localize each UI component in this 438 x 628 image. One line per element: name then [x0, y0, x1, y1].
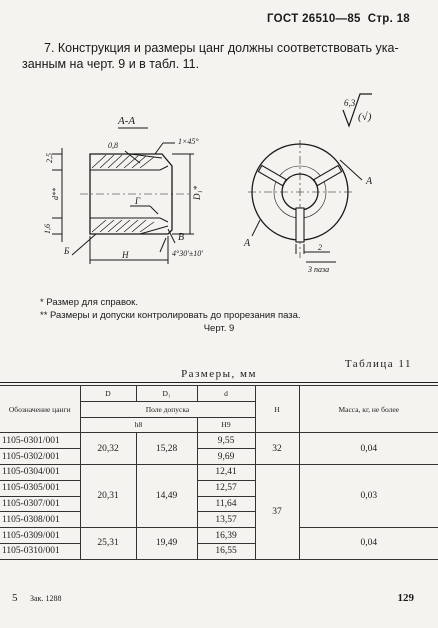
- table-row: [0, 464, 438, 480]
- slot-bottom: [296, 208, 304, 242]
- dim-2-5: 2,5: [45, 153, 54, 163]
- cell-code: 1105-0305/001: [0, 480, 80, 496]
- slot-left: [258, 166, 286, 186]
- slot-width: 2: [318, 243, 322, 252]
- drawing-9: [0, 88, 438, 288]
- cell-H: 37: [255, 464, 299, 559]
- cell-mass: 0,04: [299, 433, 438, 465]
- header-tolerance: Поле допуска: [80, 401, 255, 417]
- cell-code: 1105-0301/001: [0, 433, 80, 449]
- chamfer-dim: 1×45°: [178, 137, 199, 146]
- table-row: [0, 528, 438, 544]
- cell-code: 1105-0302/001: [0, 449, 80, 465]
- label-V: В: [178, 232, 185, 243]
- section-hatching: [92, 155, 154, 232]
- drawing-caption: Черт. 9: [203, 323, 235, 334]
- cell-code: 1105-0304/001: [0, 464, 80, 480]
- header-d: d: [197, 386, 255, 402]
- dim-H: H: [122, 250, 129, 260]
- cell-d: 16,39: [197, 528, 255, 544]
- dim-0-8: 0,8: [108, 141, 118, 150]
- cell-D1: 19,49: [136, 528, 197, 560]
- dimensions-table: [0, 385, 438, 560]
- cell-d: 12,41: [197, 464, 255, 480]
- cell-code: 1105-0309/001: [0, 528, 80, 544]
- dim-d: d**: [51, 188, 60, 200]
- cell-code: 1105-0310/001: [0, 543, 80, 559]
- header-mass: Масса, кг, не более: [299, 386, 438, 433]
- cell-D1: 15,28: [136, 433, 197, 465]
- cell-D: 20,31: [80, 464, 136, 527]
- header-D1: D₁: [136, 386, 197, 402]
- paragraph-line-1: 7. Конструкция и размеры цанг должны соответствовать ука-: [44, 41, 399, 55]
- table-caption: Таблица 11: [344, 358, 412, 370]
- slot-count: 3 паза: [308, 265, 330, 274]
- table-title: Размеры, мм: [181, 368, 257, 380]
- note-2: ** Размеры и допуски контролировать до прорезания паза.: [40, 310, 301, 321]
- footer-mark: 5: [12, 592, 18, 604]
- cell-d: 13,57: [197, 512, 255, 528]
- header-designation: Обозначение цанги: [0, 386, 80, 433]
- roughness-value: 6,3: [344, 98, 356, 108]
- page-label: Стр. 18: [367, 13, 410, 25]
- cell-D: 20,32: [80, 433, 136, 465]
- label-B-side: Б: [64, 246, 70, 256]
- roughness-paren: (√): [358, 111, 372, 123]
- header-H: H: [255, 386, 299, 433]
- dim-D1: D₁*: [192, 185, 202, 200]
- cell-d: 12,57: [197, 480, 255, 496]
- cell-H: 32: [255, 433, 299, 465]
- section-label: А-А: [118, 115, 136, 127]
- cell-D1: 14,49: [136, 464, 197, 527]
- label-G: Г: [135, 196, 141, 206]
- cell-d: 11,64: [197, 496, 255, 512]
- header-h8: h8: [80, 417, 197, 433]
- cell-d: 16,55: [197, 543, 255, 559]
- note-1: * Размер для справок.: [40, 297, 138, 308]
- page-number: 129: [397, 592, 414, 604]
- cell-code: 1105-0307/001: [0, 496, 80, 512]
- cell-mass: 0,03: [299, 464, 438, 527]
- cell-code: 1105-0308/001: [0, 512, 80, 528]
- paragraph: [22, 40, 414, 72]
- dim-1-6: 1,6: [43, 224, 52, 234]
- gost-number: ГОСТ 26510—85: [267, 13, 361, 25]
- table-row: [0, 433, 438, 449]
- cell-mass: 0,04: [299, 528, 438, 560]
- cell-d: 9,55: [197, 433, 255, 449]
- page-header: [267, 13, 410, 25]
- table-top-rule: [0, 382, 438, 383]
- table-header-row: [0, 386, 438, 402]
- cell-D: 25,31: [80, 528, 136, 560]
- label-A-upper: A: [366, 176, 373, 187]
- header-D: D: [80, 386, 136, 402]
- slot-right: [314, 166, 342, 186]
- footer-order: Зак. 1288: [30, 594, 62, 603]
- angle-dim: 4°30'±10': [172, 249, 204, 258]
- cell-d: 9,69: [197, 449, 255, 465]
- header-H9: H9: [197, 417, 255, 433]
- label-A-lower: A: [244, 238, 251, 249]
- paragraph-line-2: занным на черт. 9 и в табл. 11.: [22, 57, 200, 71]
